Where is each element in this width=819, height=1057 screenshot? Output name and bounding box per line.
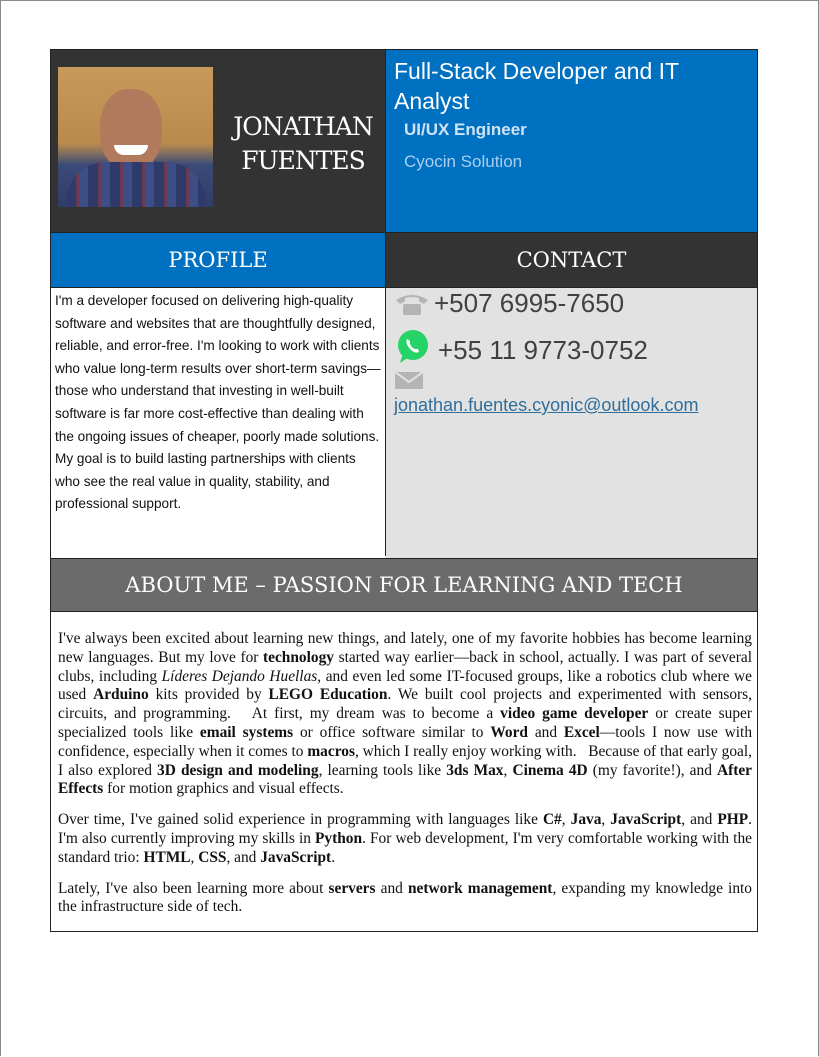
- profile-photo: [58, 67, 213, 207]
- about-paragraph: [58, 811, 752, 867]
- company-name: Cyocin Solution: [404, 152, 523, 171]
- text-segment: and: [527, 723, 564, 741]
- about-body: [51, 612, 757, 931]
- bold-keyword: Excel: [563, 723, 600, 741]
- bold-keyword: video game developer: [500, 705, 649, 723]
- text-segment: (my favorite!), and: [587, 761, 717, 779]
- about-body-row: [51, 612, 757, 931]
- text-segment: . We built cool projects and experimented with sensors, circuits, and programming. At first, my dream was to become a: [58, 686, 753, 723]
- bold-keyword: Cinema 4D: [512, 761, 588, 779]
- bold-keyword: C#: [542, 811, 562, 829]
- envelope-icon: [394, 370, 424, 390]
- about-paragraph: [58, 880, 752, 918]
- header-row: [51, 50, 757, 233]
- photo-face: [100, 89, 162, 171]
- text-segment: ,: [190, 848, 199, 866]
- italic-text: Líderes Dejando Huellas: [161, 667, 318, 685]
- bold-keyword: 3ds Max: [446, 761, 504, 779]
- text-segment: Lately, I've also been learning more about: [58, 879, 329, 897]
- resume-table: [50, 49, 758, 932]
- bold-keyword: LEGO Education: [268, 686, 388, 704]
- phone-line: [394, 288, 757, 319]
- text-segment: ,: [601, 811, 611, 829]
- job-role: UI/UX Engineer: [404, 120, 527, 139]
- text-segment: , expanding my knowledge into the infrastructure side of tech.: [58, 879, 753, 916]
- text-segment: . For web development, I'm very comfortable working with the standard trio:: [58, 829, 752, 866]
- text-segment: , learning tools like: [318, 761, 447, 779]
- text-segment: , and: [226, 848, 261, 866]
- profile-heading: PROFILE: [51, 233, 386, 287]
- text-segment: ,: [561, 811, 571, 829]
- text-segment: , which I really enjoy working with. Because of that early goal, I also explored: [58, 742, 752, 779]
- bold-keyword: Python: [315, 829, 363, 847]
- text-segment: ,: [503, 761, 513, 779]
- text-segment: , and: [681, 811, 718, 829]
- bold-keyword: technology: [263, 648, 334, 666]
- bold-keyword: JavaScript: [260, 848, 332, 866]
- bold-keyword: PHP: [717, 811, 749, 829]
- text-segment: and: [375, 879, 408, 897]
- bold-keyword: JavaScript: [610, 811, 682, 829]
- bold-keyword: 3D design and modeling: [157, 761, 319, 779]
- text-segment: started way earlier—back in school, actually. I was part of several clubs, including: [58, 648, 752, 685]
- about-paragraph: [58, 630, 752, 799]
- section-header-row: [51, 233, 757, 288]
- bold-keyword: Java: [570, 811, 602, 829]
- name-cell: [51, 50, 386, 232]
- telephone-icon: [394, 292, 430, 316]
- text-segment: —tools I now use with confidence, especially when it comes to: [58, 723, 753, 760]
- first-name: JONATHAN: [233, 112, 373, 141]
- bold-keyword: email systems: [199, 723, 294, 741]
- profile-text: I'm a developer focused on delivering high-quality software and websites that are thoughtfully designed, reliable, and error-free. I'm looking to work with clients who value long-term results over short-term savings—those who understand that investing in well-built software is far more cost-effective than dealing with the ongoing issues of cheaper, poorly made solutions. My goal is to build lasting partnerships with clients who see the real value in quality, stability, and professional support.: [51, 288, 386, 556]
- last-name: FUENTES: [241, 146, 365, 175]
- text-segment: kits provided by: [148, 686, 269, 704]
- bold-keyword: macros: [307, 742, 355, 760]
- text-segment: . I'm also currently improving my skills in: [58, 811, 752, 847]
- bold-keyword: network management: [407, 879, 553, 897]
- bold-keyword: servers: [328, 879, 376, 897]
- bold-keyword: After Effects: [58, 761, 753, 798]
- text-segment: , and even led some IT-focused groups, like a robotics club where we used: [58, 667, 752, 704]
- full-name: [223, 110, 383, 178]
- text-segment: or create super specialized tools like: [58, 705, 752, 741]
- bold-keyword: Word: [490, 723, 528, 741]
- photo-smile: [114, 145, 148, 155]
- about-heading-row: [51, 559, 757, 612]
- title-cell: [386, 50, 757, 232]
- phone-number[interactable]: +507 6995-7650: [434, 288, 625, 318]
- profile-contact-row: [51, 288, 757, 559]
- text-segment: I've always been excited about learning new things, and lately, one of my favorite hobbies has become learning new languages. But my love for: [58, 630, 752, 666]
- text-segment: Over time, I've gained solid experience in programming with languages like: [58, 811, 543, 829]
- whatsapp-number[interactable]: +55 11 9773-0752: [438, 335, 648, 365]
- bold-keyword: Arduino: [93, 686, 149, 704]
- bold-keyword: CSS: [198, 848, 227, 866]
- contact-heading: CONTACT: [386, 233, 757, 287]
- photo-shirt: [66, 162, 206, 207]
- contact-cell: [386, 288, 757, 558]
- bold-keyword: HTML: [143, 848, 191, 866]
- text-segment: .: [331, 848, 336, 866]
- about-heading: ABOUT ME – PASSION FOR LEARNING AND TECH: [51, 559, 757, 611]
- text-segment: or office software similar to: [293, 723, 491, 741]
- email-link[interactable]: jonathan.fuentes.cyonic@outlook.com: [394, 395, 699, 415]
- email-icon-line: [394, 370, 757, 395]
- text-segment: for motion graphics and visual effects.: [103, 780, 344, 798]
- whatsapp-line: [394, 327, 757, 366]
- whatsapp-icon: [394, 329, 430, 365]
- job-title: Full-Stack Developer and IT Analyst: [394, 58, 679, 114]
